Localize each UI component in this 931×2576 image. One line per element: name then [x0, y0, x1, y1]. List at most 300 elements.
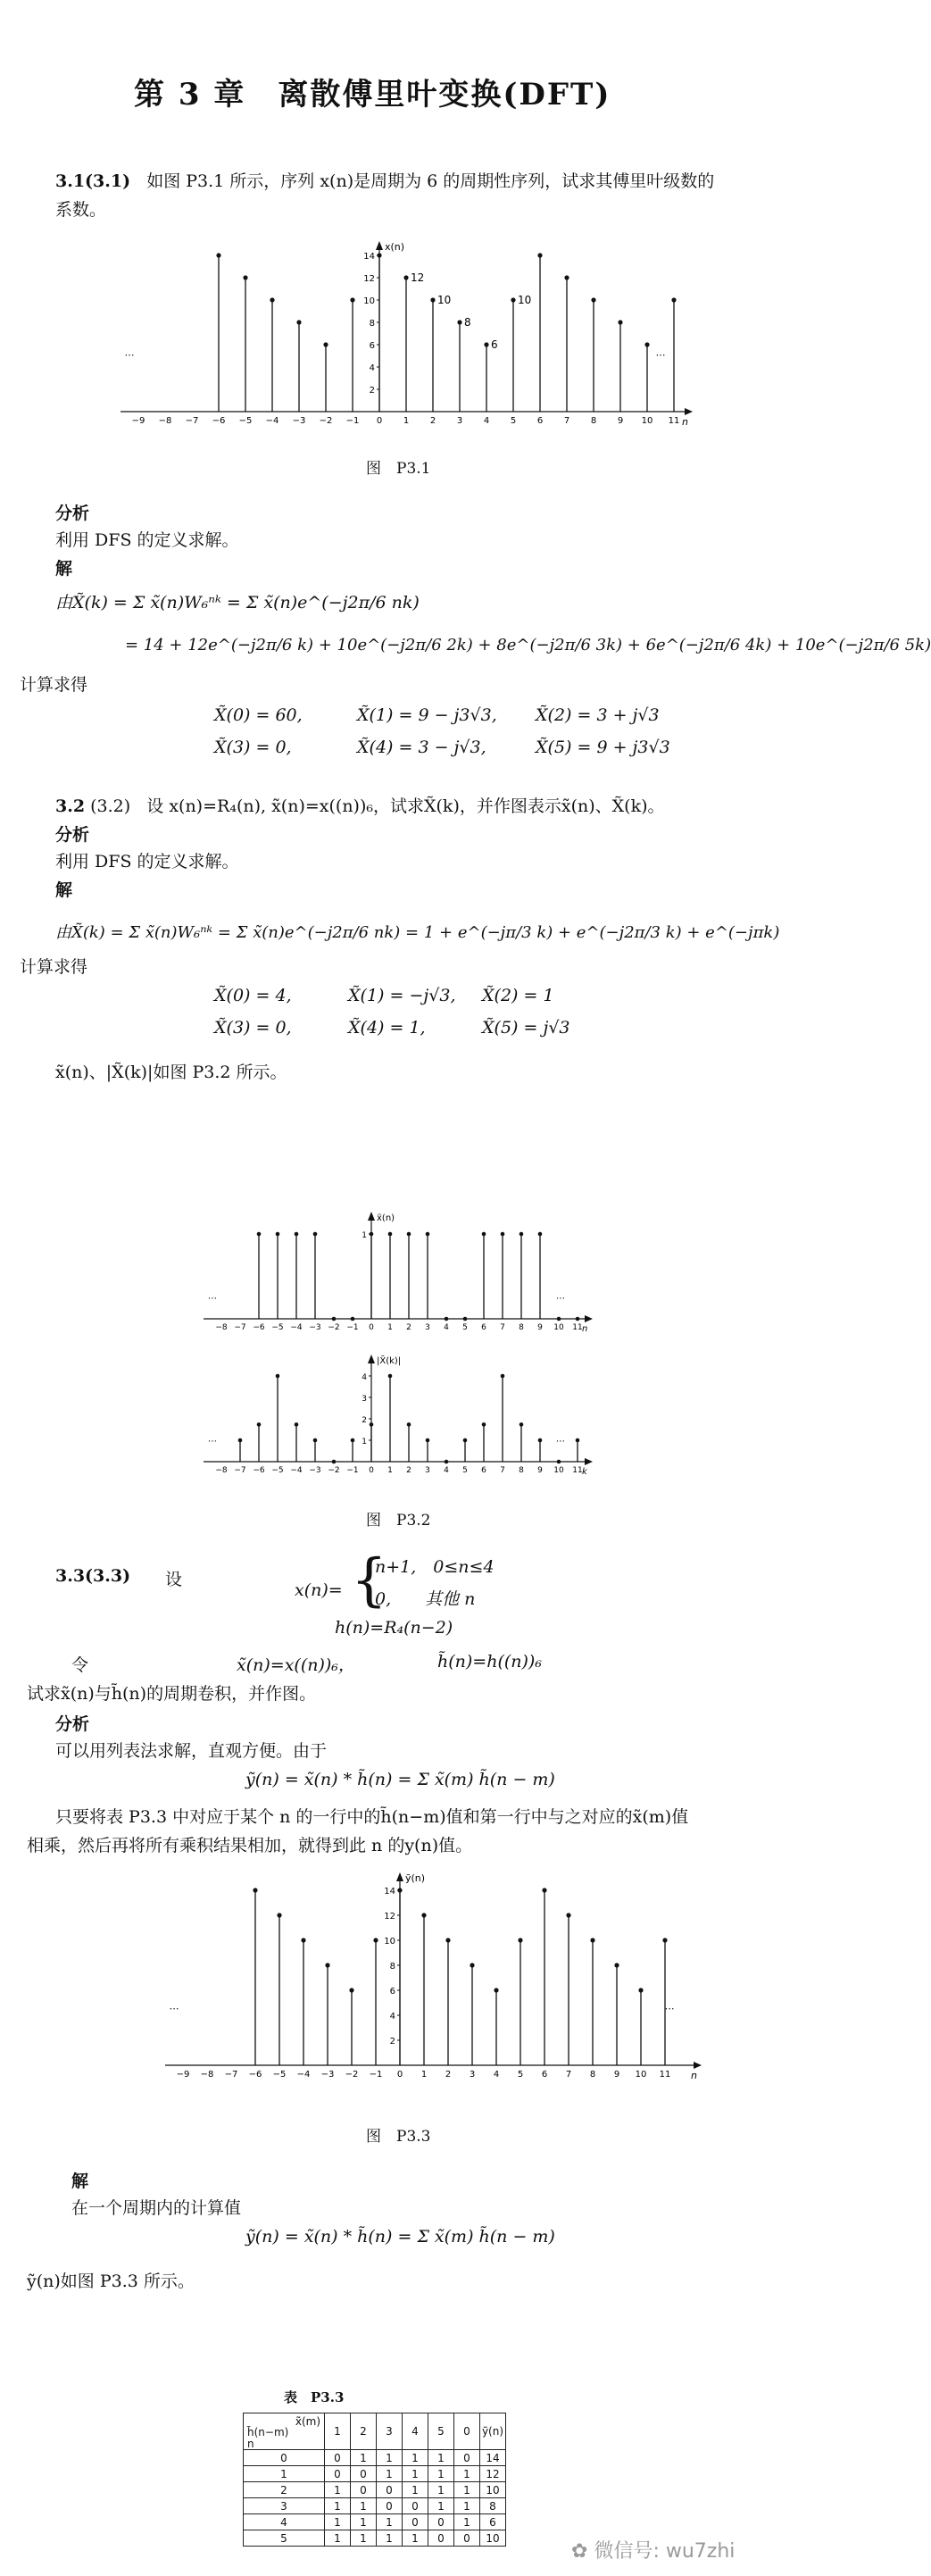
table-cell: 8 [480, 2498, 506, 2514]
x-axis-arrow [585, 1315, 593, 1322]
stem-point [243, 275, 247, 279]
table-cell: 0 [428, 2514, 454, 2530]
problem-number: 3.1(3.1) [55, 171, 131, 191]
y-tick-label: 2 [389, 2037, 395, 2047]
stem-point [463, 1317, 468, 1321]
stem-point [538, 1232, 543, 1237]
stem-point [470, 1963, 474, 1967]
x-tick-label: 8 [590, 416, 597, 426]
stem-point [257, 1232, 262, 1237]
result-x0: X̃(0) = 60, [214, 705, 303, 725]
y-axis-label: ỹ(n) [405, 1872, 426, 1884]
stem-point [518, 1938, 522, 1942]
x-tick-label: −8 [215, 1466, 228, 1475]
point-value-label: 12 [411, 271, 425, 284]
y-axis-arrow [368, 1355, 375, 1363]
stem-point [373, 1938, 378, 1942]
table-row [244, 2514, 506, 2530]
x-tick-label: 0 [369, 1466, 374, 1475]
figure-p3-2-bottom [195, 1353, 596, 1496]
stem-point [576, 1317, 580, 1321]
x-tick-label: 9 [613, 2070, 620, 2080]
problem-3-1-line1 [55, 168, 714, 192]
stem-point [501, 1232, 505, 1237]
x-tick-label: 1 [387, 1466, 393, 1475]
x-tick-label: 4 [483, 416, 490, 426]
y-tick-label: 12 [384, 1912, 395, 1922]
problem-set: 设 [165, 1570, 183, 1589]
table-cell: 0 [244, 2450, 325, 2466]
x-tick-label: −6 [248, 2070, 262, 2080]
table-cell: 0 [325, 2466, 351, 2482]
table-cell: 1 [351, 2450, 377, 2466]
stem-point [638, 1988, 643, 1992]
table-row [244, 2498, 506, 2514]
y-axis-label: x(n) [385, 241, 405, 253]
x-tick-label: −2 [328, 1323, 340, 1332]
stem-point [520, 1232, 524, 1237]
table-cell: 1 [325, 2530, 351, 2547]
calc-heading: 计算求得 [20, 957, 88, 977]
x-tick-label: −3 [292, 416, 306, 426]
figure-caption-p3-3: 图 P3.3 [366, 2128, 431, 2146]
stem-point [351, 1317, 355, 1321]
x-tick-label: 5 [517, 2070, 524, 2080]
y-tick-label: 10 [363, 296, 375, 306]
x-tick-label: −5 [271, 1466, 284, 1475]
y-tick-label: 4 [362, 1373, 367, 1382]
stem-point [332, 1460, 337, 1464]
stem-point [644, 342, 649, 346]
figure-reference: x̃(n)、|X̃(k)|如图 P3.2 所示。 [55, 1063, 287, 1082]
xtilde-def: x̃(n)=x((n))₆， [237, 1655, 355, 1675]
y-tick-label: 3 [362, 1395, 367, 1404]
x-tick-label: −7 [234, 1466, 246, 1475]
table-cell: 1 [428, 2450, 454, 2466]
table-cell: 1 [403, 2450, 428, 2466]
x-tick-label: 7 [563, 416, 570, 426]
stem-point [591, 297, 595, 302]
x-tick-label: 3 [456, 416, 463, 426]
table-cell: 1 [428, 2498, 454, 2514]
x-tick-label: −1 [346, 1323, 359, 1332]
x-tick-label: 7 [500, 1323, 505, 1332]
table-cell: 1 [351, 2514, 377, 2530]
calc-heading: 计算求得 [20, 675, 88, 695]
y-tick-label: 14 [363, 252, 375, 262]
result-x2: X̃(2) = 1 [482, 986, 554, 1005]
x-tick-label: −7 [185, 416, 199, 426]
stem-point [296, 320, 301, 324]
xdef-case1: n+1, 0≤n≤4 [375, 1557, 495, 1577]
xdef-case2: 0, 其他 n [375, 1589, 476, 1609]
figure-caption-p3-1: 图 P3.1 [366, 460, 431, 478]
figure-reference: ỹ(n)如图 P3.3 所示。 [27, 2272, 195, 2291]
stem-point [463, 1438, 468, 1443]
stem-point [426, 1232, 430, 1237]
stem-point [614, 1963, 619, 1967]
stem-point [407, 1422, 411, 1427]
figure-p3-3 [152, 1871, 705, 2103]
table-cell: 1 [377, 2450, 403, 2466]
x-tick-label: 3 [425, 1466, 430, 1475]
x-tick-label: 10 [553, 1323, 564, 1332]
stem-point [501, 1374, 505, 1379]
x-tick-label: 4 [444, 1466, 449, 1475]
ellipsis-right: ⋯ [556, 1294, 565, 1304]
x-tick-label: −1 [369, 2070, 383, 2080]
method-para-1: 只要将表 P3.3 中对应于某个 n 的一行中的h̃(n−m)值和第一行中与之对应的x̃(m)值 [55, 1807, 689, 1827]
x-tick-label: 5 [510, 416, 517, 426]
table-cell: 0 [403, 2514, 428, 2530]
y-axis-arrow [376, 241, 383, 250]
x-tick-label: −5 [271, 1323, 284, 1332]
x-tick-label: −2 [319, 416, 333, 426]
result-x0: X̃(0) = 4, [214, 986, 292, 1005]
x-tick-label: −8 [215, 1323, 228, 1332]
table-cell: 1 [325, 2482, 351, 2498]
table-cell: 1 [244, 2466, 325, 2482]
x-tick-label: 2 [429, 416, 436, 426]
table-p3-3 [243, 2413, 506, 2547]
point-value-label: 8 [464, 316, 471, 329]
table-cell: 1 [377, 2466, 403, 2482]
x-tick-label: 10 [635, 2070, 647, 2080]
table-cell: 0 [377, 2482, 403, 2498]
table-cell: 1 [351, 2530, 377, 2547]
result-x2: X̃(2) = 3 + j√3 [536, 705, 660, 725]
stem-point [313, 1438, 318, 1443]
x-axis-arrow [685, 408, 693, 415]
point-value-label: 6 [491, 338, 498, 351]
corner-h-label: h̃(n−m) [247, 2426, 289, 2438]
table-cell: 0 [454, 2530, 480, 2547]
solution-heading: 解 [55, 880, 73, 900]
analysis-heading: 分析 [55, 825, 90, 845]
x-tick-label: 8 [589, 2070, 596, 2080]
x-tick-label: −4 [290, 1323, 303, 1332]
x-tick-label: −6 [253, 1323, 265, 1332]
table-caption: 表 P3.3 [284, 2389, 345, 2405]
x-tick-label: −3 [309, 1466, 321, 1475]
x-tick-label: −4 [265, 416, 279, 426]
problem-number-ref: (3.2) [90, 796, 131, 816]
stem-point [388, 1232, 393, 1237]
table-cell: 1 [454, 2498, 480, 2514]
corner-x-label: x̃(m) [295, 2415, 320, 2428]
chapter-title: 第 3 章 离散傅里叶变换(DFT) [134, 77, 611, 113]
x-tick-label: 11 [572, 1466, 583, 1475]
x-tick-label: 11 [668, 416, 680, 426]
table-cell: 1 [428, 2466, 454, 2482]
stem-point [216, 253, 220, 257]
ellipsis-right: ⋯ [655, 349, 666, 361]
result-x3: X̃(3) = 0, [214, 1018, 292, 1038]
figure-p3-1 [107, 239, 696, 440]
stem-point [576, 1438, 580, 1443]
solution-text: 在一个周期内的计算值 [71, 2198, 242, 2218]
result-x4: X̃(4) = 1, [348, 1018, 426, 1038]
analysis-text: 利用 DFS 的定义求解。 [55, 530, 239, 550]
x-tick-label: 1 [420, 2070, 428, 2080]
y-tick-label: 1 [362, 1438, 367, 1446]
stem-point [557, 1317, 561, 1321]
table-cell: 0 [351, 2466, 377, 2482]
stem-point [542, 1888, 546, 1892]
problem-3-2-line [55, 793, 665, 817]
result-x4: X̃(4) = 3 − j√3, [357, 738, 486, 757]
ellipsis-left: ⋯ [169, 2003, 179, 2014]
x-tick-label: 7 [500, 1466, 505, 1475]
x-tick-label: 2 [406, 1466, 411, 1475]
equation-dfs: 由X̃(k) = Σ x̃(n)W₆ⁿᵏ = Σ x̃(n)e^(−j2π/6 nk) = 1 + e^(−jπ/3 k) + e^(−j2π/3 k) + e^(−jπk) [55, 923, 780, 942]
table-cell: 3 [244, 2498, 325, 2514]
stem-point [351, 1438, 355, 1443]
convolution-eq: ỹ(n) = x̃(n) * h̃(n) = Σ x̃(m) h̃(n − m) [245, 1770, 555, 1789]
table-cell: 10 [480, 2482, 506, 2498]
stem-point [276, 1374, 280, 1379]
watermark-text: 微信号: wu7zhi [594, 2540, 736, 2563]
stem-point [253, 1888, 257, 1892]
y-tick-label: 4 [369, 363, 375, 373]
x-tick-label: 9 [537, 1466, 543, 1475]
x-tick-label: −1 [346, 1466, 359, 1475]
analysis-text: 利用 DFS 的定义求解。 [55, 852, 239, 871]
stem-point [277, 1913, 281, 1917]
result-x1: X̃(1) = −j√3, [348, 986, 456, 1005]
y-tick-label: 12 [363, 274, 375, 284]
x-tick-label: 1 [387, 1323, 393, 1332]
stem-point [671, 297, 676, 302]
stem-point [407, 1232, 411, 1237]
table-header-cell: 4 [403, 2413, 428, 2450]
stem-point [323, 342, 328, 346]
table-cell: 1 [403, 2530, 428, 2547]
stem-point [388, 1374, 393, 1379]
x-tick-label: 0 [369, 1323, 374, 1332]
x-axis-label: n [682, 416, 688, 428]
method-para-2: 相乘，然后再将所有乘积结果相加，就得到此 n 的y(n)值。 [27, 1836, 473, 1855]
x-axis-arrow [694, 2062, 702, 2069]
x-tick-label: 6 [481, 1466, 486, 1475]
x-tick-label: −4 [290, 1466, 303, 1475]
x-tick-label: 3 [425, 1323, 430, 1332]
x-tick-label: 0 [396, 2070, 403, 2080]
let-word: 令 [71, 1655, 89, 1675]
table-cell: 12 [480, 2466, 506, 2482]
table-cell: 0 [377, 2498, 403, 2514]
stem-point [325, 1963, 329, 1967]
stem-point [313, 1232, 318, 1237]
convolution-eq-2: ỹ(n) = x̃(n) * h̃(n) = Σ x̃(m) h̃(n − m) [245, 2227, 555, 2247]
stem-point [295, 1422, 299, 1427]
stem-point [662, 1938, 667, 1942]
x-axis-label: n [582, 1324, 588, 1334]
analysis-heading: 分析 [55, 1714, 90, 1734]
stem-point [557, 1460, 561, 1464]
y-tick-label: 1 [362, 1231, 367, 1240]
stem-point [377, 253, 381, 257]
table-cell: 4 [244, 2514, 325, 2530]
stem-point [332, 1317, 337, 1321]
y-tick-label: 8 [369, 319, 375, 329]
stem-point [511, 297, 515, 302]
stem-point [537, 253, 542, 257]
wechat-icon: ✿ [571, 2540, 588, 2563]
table-cell: 0 [454, 2450, 480, 2466]
ellipsis-left: ⋯ [208, 1437, 217, 1446]
x-tick-label: −7 [234, 1323, 246, 1332]
x-tick-label: −8 [158, 416, 172, 426]
stem-point [590, 1938, 594, 1942]
x-tick-label: −3 [309, 1323, 321, 1332]
stem-point [295, 1232, 299, 1237]
x-tick-label: 11 [572, 1323, 583, 1332]
table-header-cell: 2 [351, 2413, 377, 2450]
x-tick-label: −9 [131, 416, 145, 426]
x-tick-label: −6 [212, 416, 226, 426]
stem-point [494, 1988, 498, 1992]
stem-point [430, 297, 435, 302]
stem-point [618, 320, 622, 324]
x-axis-arrow [585, 1458, 593, 1465]
point-value-label: 10 [518, 294, 532, 306]
table-cell: 10 [480, 2530, 506, 2547]
table-header-row [244, 2413, 506, 2450]
x-tick-label: 11 [659, 2070, 671, 2080]
result-x1: X̃(1) = 9 − j3√3, [357, 705, 497, 725]
x-tick-label: 5 [462, 1323, 468, 1332]
table-cell: 6 [480, 2514, 506, 2530]
brace: { [351, 1547, 387, 1613]
x-tick-label: 6 [541, 2070, 548, 2080]
x-tick-label: 1 [403, 416, 410, 426]
x-tick-label: −3 [320, 2070, 335, 2080]
x-tick-label: 2 [445, 2070, 452, 2080]
problem-3-1-line2: 系数。 [55, 200, 107, 220]
x-tick-label: −2 [328, 1466, 340, 1475]
x-tick-label: 9 [537, 1323, 543, 1332]
table-cell: 2 [244, 2482, 325, 2498]
x-tick-label: 6 [481, 1323, 486, 1332]
x-tick-label: 4 [444, 1323, 449, 1332]
result-x5: X̃(5) = 9 + j3√3 [536, 738, 670, 757]
x-tick-label: 5 [462, 1466, 468, 1475]
table-cell: 1 [403, 2482, 428, 2498]
table-row [244, 2482, 506, 2498]
stem-point [484, 342, 488, 346]
stem-point [301, 1938, 305, 1942]
watermark [571, 2536, 735, 2563]
x-tick-label: −7 [224, 2070, 238, 2080]
table-cell: 1 [377, 2530, 403, 2547]
y-axis-arrow [368, 1212, 375, 1221]
figure-caption-p3-2: 图 P3.2 [366, 1512, 431, 1530]
stem-point [564, 275, 569, 279]
table-cell: 14 [480, 2450, 506, 2466]
stem-point [457, 320, 461, 324]
stem-point [403, 275, 408, 279]
x-tick-label: 0 [376, 416, 383, 426]
x-tick-label: −1 [345, 416, 360, 426]
point-value-label: 10 [437, 294, 452, 306]
analysis-heading: 分析 [55, 504, 90, 523]
stem-point [370, 1422, 374, 1427]
table-header-cell: 3 [377, 2413, 403, 2450]
y-tick-label: 14 [384, 1887, 395, 1897]
problem-task: 试求x̃(n)与h̃(n)的周期卷积，并作图。 [27, 1684, 317, 1704]
stem-point [370, 1232, 374, 1237]
y-tick-label: 6 [389, 1987, 395, 1997]
x-axis-label: k [582, 1467, 587, 1477]
table-header-cell: 0 [454, 2413, 480, 2450]
stem-point [276, 1232, 280, 1237]
x-tick-label: 4 [493, 2070, 500, 2080]
stem-point [445, 1317, 449, 1321]
stem-point [349, 1988, 353, 1992]
x-tick-label: −9 [176, 2070, 190, 2080]
y-tick-label: 10 [384, 1937, 395, 1947]
xdef-lhs: x(n)= [295, 1580, 343, 1600]
table-cell: 1 [325, 2514, 351, 2530]
x-tick-label: 10 [641, 416, 653, 426]
problem-text: 设 x(n)=R₄(n), x̃(n)=x((n))₆，试求X̃(k)，并作图表示x̃(n)、X̃(k)。 [146, 796, 665, 816]
y-tick-label: 8 [389, 1962, 395, 1972]
table-cell: 0 [403, 2498, 428, 2514]
problem-text: 如图 P3.1 所示，序列 x(n)是周期为 6 的周期性序列，试求其傅里叶级数的 [146, 171, 715, 191]
x-tick-label: −5 [238, 416, 253, 426]
y-axis-label: |X̃(k)| [377, 1356, 402, 1366]
stem-point [566, 1913, 570, 1917]
stem-point [397, 1888, 402, 1892]
table-cell: 1 [454, 2466, 480, 2482]
ellipsis-right: ⋯ [556, 1437, 565, 1446]
equation-expansion: = 14 + 12e^(−j2π/6 k) + 10e^(−j2π/6 2k) + 8e^(−j2π/6 3k) + 6e^(−j2π/6 4k) + 10e^(−j2π/6 5k) [125, 636, 931, 654]
y-tick-label: 6 [369, 341, 375, 351]
table-header-cell: 1 [325, 2413, 351, 2450]
x-tick-label: −2 [345, 2070, 359, 2080]
table-cell: 0 [351, 2482, 377, 2498]
table-header-cell: 5 [428, 2413, 454, 2450]
x-tick-label: −4 [296, 2070, 311, 2080]
table-header-cell: ỹ(n) [480, 2413, 506, 2450]
problem-number: 3.2 [55, 796, 86, 816]
stem-point [270, 297, 274, 302]
x-tick-label: 3 [469, 2070, 476, 2080]
figure-p3-2-top [195, 1210, 596, 1353]
table-cell: 1 [377, 2514, 403, 2530]
x-tick-label: −5 [272, 2070, 287, 2080]
ellipsis-right: ⋯ [664, 2003, 675, 2014]
x-tick-label: 10 [553, 1466, 564, 1475]
x-tick-label: 9 [617, 416, 624, 426]
stem-point [482, 1422, 486, 1427]
table-cell: 1 [454, 2482, 480, 2498]
x-tick-label: 2 [406, 1323, 411, 1332]
stem-point [482, 1232, 486, 1237]
corner-n-label: n [247, 2438, 254, 2450]
table-row [244, 2466, 506, 2482]
table-row [244, 2450, 506, 2466]
y-axis-label: x̃(n) [377, 1213, 395, 1223]
x-tick-label: 7 [565, 2070, 572, 2080]
y-axis-arrow [396, 1872, 403, 1881]
analysis-text: 可以用列表法求解，直观方便。由于 [55, 1741, 328, 1761]
x-axis-label: n [691, 2070, 697, 2081]
table-cell: 1 [428, 2482, 454, 2498]
stem-point [445, 1938, 450, 1942]
solution-heading: 解 [71, 2172, 89, 2191]
